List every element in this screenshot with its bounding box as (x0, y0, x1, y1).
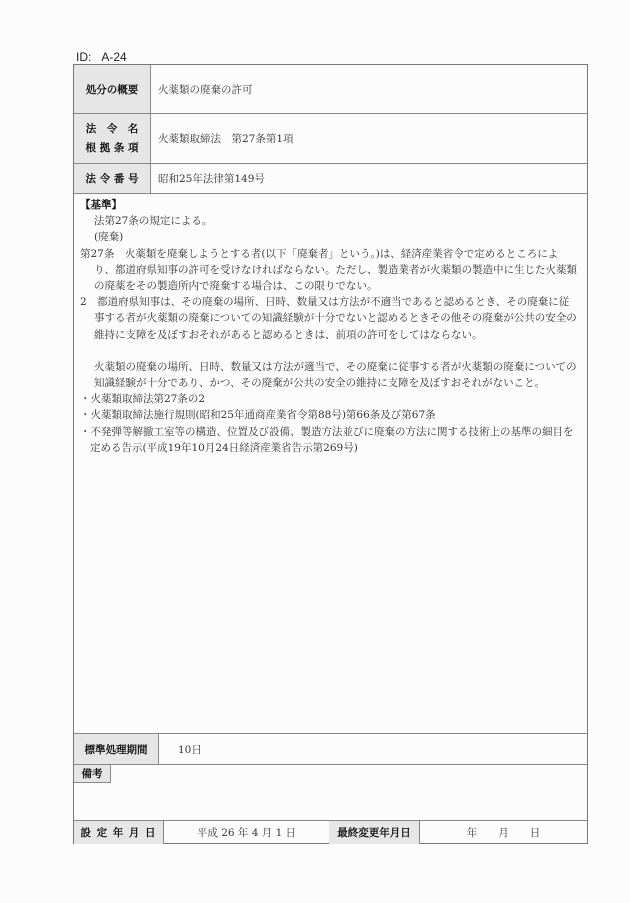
summary-label: 処分の概要 (74, 65, 151, 113)
law-name-row (74, 114, 587, 164)
criteria-standard: 火薬類の廃棄の場所、日時、数量又は方法が適当で、その廃棄に従事する者が火薬類の廃棄についての知識経験が十分であり、かつ、その廃棄が公共の安全の維持に支障を及ぼすおそれがないこと。 (94, 360, 577, 390)
summary-value: 火薬類の廃棄の許可 (158, 83, 253, 96)
article-27-para-2: 2 都道府県知事は、その廃棄の場所、日時、数量又は方法が不適当であると認めるとき、その廃棄に従事する者が火薬類の廃棄についての知識経験が十分でないと認めるときその他その廃棄が公共の安全の維持に支障を及ぼすおそれがあると認めるときは、前項の許可をしてはならない。 (80, 296, 577, 341)
article-27-text: 第27条 火薬類を廃棄しようとする者(以下「廃棄者」という。)は、経済産業省令で定めるところにより、都道府県知事の許可を受けなければならない。ただし、製造業者が火薬類の製造中に生じた火薬類の廃薬をその製造所内で廃棄する場合は、この限りでない。 (80, 247, 577, 293)
remarks-label: 備考 (74, 765, 111, 783)
criteria-text (80, 197, 579, 456)
law-name-label (74, 114, 151, 163)
last-changed-value: 年 月 日 (466, 827, 541, 839)
law-number-label: 法 令 番 号 (74, 164, 151, 193)
processing-period-value: 10日 (178, 743, 202, 756)
document-id (76, 51, 152, 65)
processing-period-label: 標準処理期間 (74, 734, 159, 764)
law-name-label-line2: 根 拠 条 項 (85, 141, 139, 154)
disposition-table (73, 64, 588, 844)
reference-item: ・不発弾等解撤工室等の構造、位置及び設備、製造方法並びに廃棄の方法に関する技術上の基準の細目を定める告示(平成19年10月24日経済産業省告示第269号) (80, 425, 574, 454)
processing-period-row (74, 734, 587, 765)
law-name-value: 火薬類取締法 第27条第1項 (158, 133, 294, 145)
reference-item: ・火薬類取締法施行規則(昭和25年通商産業省令第88号)第66条及び第67条 (80, 409, 436, 422)
criteria-heading: 【基準】 (80, 199, 122, 211)
criteria-line: 法第27条の規定による。 (94, 215, 213, 228)
criteria-section (74, 194, 587, 734)
set-date-label: 設 定 年 月 日 (74, 821, 164, 844)
law-number-value: 昭和25年法律第149号 (158, 173, 265, 185)
id-value: A-24 (101, 50, 127, 64)
summary-row (74, 65, 587, 114)
remarks-row (74, 765, 587, 821)
law-number-row (74, 164, 587, 194)
dates-row (74, 821, 587, 844)
law-name-label-line1: 法 令 名 (85, 122, 139, 135)
last-changed-label: 最終変更年月日 (329, 821, 420, 844)
reference-item: ・火薬類取締法第27条の2 (80, 393, 206, 406)
set-date-value: 平成 26 年 4 月 1 日 (164, 821, 330, 844)
criteria-line: (廃棄) (94, 231, 124, 244)
id-label: ID: (76, 50, 92, 64)
